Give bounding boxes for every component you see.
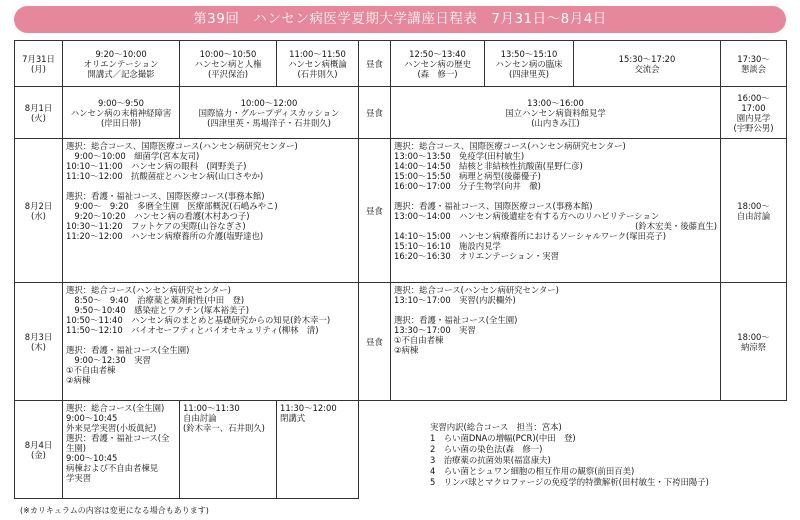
session-neuropathy: 9:00～9:50 ハンセン病の末梢神経障害 (岸田日帯) <box>63 87 180 139</box>
afternoon-sessions: 選択：総合コース(ハンセン病研究センター) 13:10～17:00 実習(内訳欄外) 選択：看護・福祉コース(全生園) 13:30～17:00 実習 ①不自由者棟 ②病棟 <box>391 283 721 401</box>
evening-session: 18:00～ 納涼祭 <box>721 283 787 401</box>
date-cell: 8月3日 (木) <box>15 283 63 401</box>
evening-session: 18:00～ 自由討論 <box>721 139 787 283</box>
lunch-cell: 昼食 <box>359 87 391 139</box>
afternoon-sessions: 選択：総合コース、国際医療コース(ハンセン病研究センター) 13:00～13:50 免疫学(田村敏生) 14:00～14:50 結核と非結核性抗酸菌(星野仁彦) 15:00～15:50 病理と病型(後藤優子) 16:00～17:00 分子生物学(向井 徹) 選択：看護・福祉コース、国際医療コース(事務本館) 13:00～14:00 ハンセン病後遺症を有する方へのリハビリテーション (鈴木宏美・後藤直生) 14:10～15:00 ハンセン病療養所におけるソーシャルワーク(塚田亮子) 15:10～16:10 施設内見学 16:20～16:30 オリエンテーション・実習 <box>391 139 721 283</box>
lunch-cell: 昼食 <box>359 41 391 87</box>
date-cell: 8月2日 (水) <box>15 139 63 283</box>
morning-practicum: 選択：総合コース(全生園) 9:00～10:45 外来見学実習(小坂眞紀) 選択：看護・福祉コース(全 生園) 9:00～10:45 病棟および不自由者棟見 学実習 <box>63 401 180 499</box>
free-discussion: 11:00～11:30 自由討論 (鈴木幸一、石井則久) <box>180 401 277 499</box>
session-history: 12:50～13:40 ハンセン病の歴史 (森 修一) <box>391 41 485 87</box>
session-museum-visit: 13:00～16:00 国立ハンセン病資料館見学 (山内きみ江) <box>391 87 721 139</box>
session-social: 17:30～ 懇談会 <box>721 41 787 87</box>
session-exchange: 15:30～17:20 交流会 <box>574 41 721 87</box>
session-group-discussion: 10:00～12:00 国際協力・グループディスカッション (四津里英・馬場洋子・石井則久) <box>180 87 359 139</box>
session-human-rights: 10:00～10:50 ハンセン病と人権 (平沢保治) <box>180 41 277 87</box>
session-overview: 11:00～11:50 ハンセン病概論 (石井則久) <box>277 41 359 87</box>
morning-sessions: 選択：総合コース、国際医療コース(ハンセン病研究センター) 9:00～10:00 細菌学(宮本友司) 10:10～11:00 ハンセン病の眼科 (岡野美子) 11:10～12:00 抗酸菌症とハンセン病(山口さやか) 選択：看護・福祉コース、国際医療コース(事務本館) 9:00～ 9:20 多磨全生園 医療部概況(石嶋みやこ) 9:20～10:20 ハンセン病の看護(木村あつ子) 10:30～11:20 フットケアの実際(山谷なぎさ) 11:20～12:00 ハンセン病療養所の介護(塩野達也) <box>63 139 359 283</box>
session-orientation: 9:20～10:00 オリエンテーション 開講式／記念撮影 <box>63 41 180 87</box>
lunch-cell: 昼食 <box>359 139 391 283</box>
closing-ceremony: 11:30～12:00 閉講式 <box>277 401 359 499</box>
footer-note: (※カリキュラムの内容は変更になる場合もあります) <box>20 506 209 515</box>
session-campus-tour: 16:00～ 17:00 園内見学 (宇野公男) <box>721 87 787 139</box>
session-clinical: 13:50～15:10 ハンセン病の臨床 (四津里英) <box>485 41 574 87</box>
practicum-notes: 実習内訳(総合コース 担当：宮本) 1 らい菌DNAの増幅(PCR)(中田 登) 2 らい菌の染色法(森 修一) 3 治療薬の抗菌効果(福富康夫) 4 らい菌とシュワン細胞の相互作用の観察(前田百美) 5 リンパ球とマクロファージの免疫学的特徴解析(田村敏生・下袴田陽子) <box>430 422 709 487</box>
row-aug1 <box>15 87 787 139</box>
date-cell: 8月1日 (火) <box>15 87 63 139</box>
row-aug2 <box>15 139 787 283</box>
date-cell: 8月4日 (金) <box>15 401 63 499</box>
date-cell: 7月31日 (月) <box>15 41 63 87</box>
page-title: 第39回 ハンセン病医学夏期大学講座日程表 7月31日～8月4日 <box>14 6 786 33</box>
row-aug3 <box>15 283 787 401</box>
morning-sessions: 選択：総合コース(ハンセン病研究センター) 8:50～ 9:40 治療薬と薬剤耐性(中田 登) 9:50～10:40 感染症とワクチン(塚本裕美子) 10:50～11:40 ハンセン病のまとめと基礎研究からの知見(鈴木幸一) 11:50～12:10 バイオセーフティとバイオセキュリティ(柳林 清) 選択：看護・福祉コース(全生園) 9:00～12:30 実習 ①不自由者棟 ②病棟 <box>63 283 359 401</box>
row-jul31 <box>15 41 787 87</box>
lunch-cell: 昼食 <box>359 283 391 401</box>
